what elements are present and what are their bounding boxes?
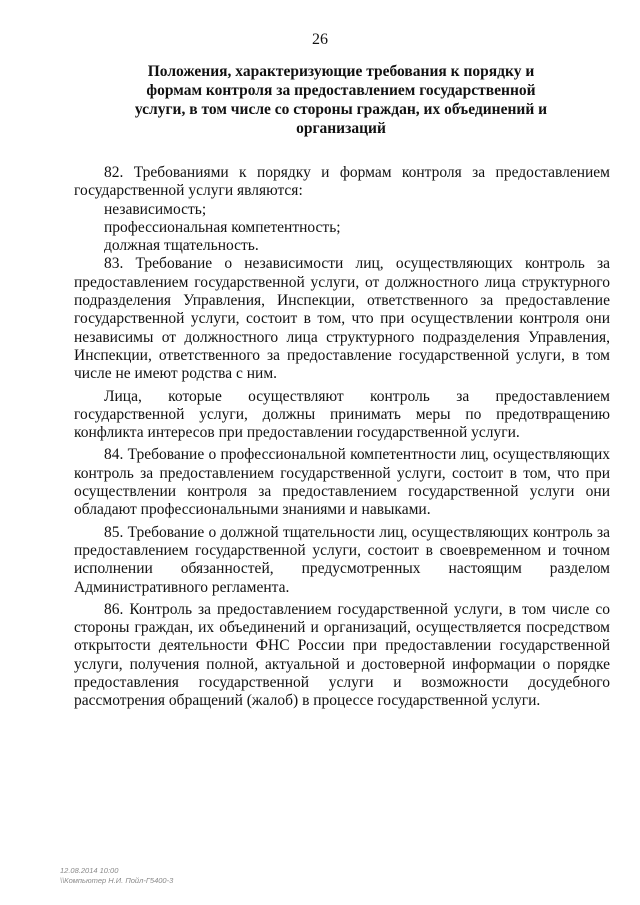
document-body xyxy=(74,164,610,711)
list-item: должная тщательность. xyxy=(104,237,259,255)
paragraph-82-intro: 82. Требованиями к порядку и формам контроля за предоставлением государственной услуги являются: xyxy=(74,164,610,200)
paragraph-84: 84. Требование о профессиональной компетентности лиц, осуществляющих контроль за предоставлением государственной услуги, состоит в том, что при осуществлении контроля за предоставлением государственной услуги они обладают профессиональными знаниями и навыками. xyxy=(74,446,610,519)
paragraph-83: 83. Требование о независимости лиц, осуществляющих контроль за предоставлением государственной услуги, от должностного лица структурного подразделения Управления, Инспекции, ответственного за предоставление государственной услуги, состоит в том, что при осуществлении контроля они независимы от должностного лица структурного подразделения Управления, Инспекции, ответственного за предоставление государственной услуги, в том числе не имеют родства с ним. xyxy=(74,255,610,383)
paragraph-86: 86. Контроль за предоставлением государственной услуги, в том числе со стороны граждан, их объединений и организаций, осуществляется посредством открытости деятельности ФНС России при предоставлении государственной услуги, получения полной, актуальной и достоверной информации о порядке предоставления государственной услуги и возможности досудебного рассмотрения обращений (жалоб) в процессе государственной услуги. xyxy=(74,600,610,710)
page-number: 26 xyxy=(312,31,328,48)
footer-timestamp: 12.08.2014 10:00 xyxy=(60,866,119,875)
footer-stamp xyxy=(60,866,173,886)
section-title: Положения, характеризующие требования к порядку и формам контроля за предоставлением государственной услуги, в том числе со стороны граждан, их объединений и организаций xyxy=(134,63,548,137)
list-item: независимость; xyxy=(104,200,207,218)
list-item: профессиональная компетентность; xyxy=(104,218,341,236)
paragraph-85: 85. Требование о должной тщательности лиц, осуществляющих контроль за предоставлением государственной услуги, состоит в своевременном и точном исполнении обязанностей, предусмотренных настоящим разделом Административного регламента. xyxy=(74,523,610,596)
footer-path: \\Компьютер Н.И. Пойл-Г5400-3 xyxy=(60,876,174,885)
paragraph-83-continuation: Лица, которые осуществляют контроль за предоставлением государственной услуги, должны принимать меры по предотвращению конфликта интересов при предоставлении государственной услуги. xyxy=(74,387,610,442)
